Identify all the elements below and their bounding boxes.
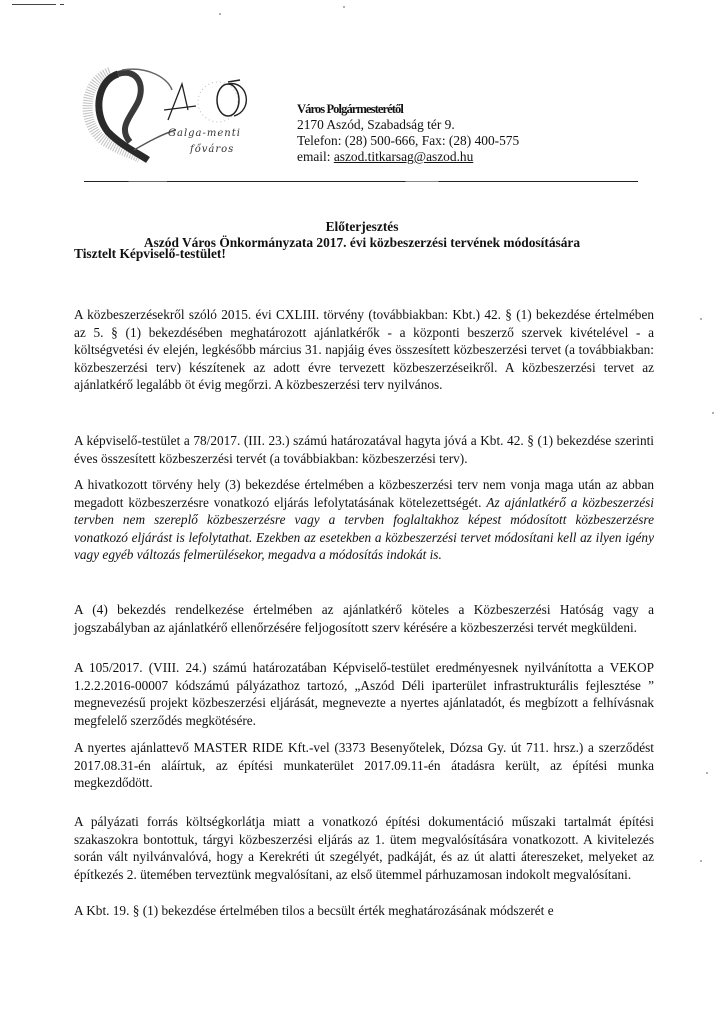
scan-speck [700, 318, 702, 320]
email-label: email: [297, 149, 334, 164]
logo-subtitle-line1: Galga-menti [168, 128, 241, 139]
email-link[interactable]: aszod.titkarsag@aszod.hu [333, 149, 474, 164]
logo-subtitle-line2: főváros [190, 144, 235, 155]
scan-speck [700, 860, 702, 862]
letterhead-divider [84, 181, 638, 182]
office-name: Város Polgármesterétől [297, 102, 403, 116]
paragraph-3-normal: A hivatkozott törvény hely (3) bekezdése értelmében a közbeszerzési terv nem vonja maga után az abban megadott közbeszerzésre vonatkozó eljárás lefolytatásának kötelezettségét. [74, 477, 654, 510]
email-line [297, 149, 519, 165]
paragraph-8: A Kbt. 19. § (1) bekezdése értelmében tilos a becsült érték meghatározásának módszerét e [74, 903, 554, 918]
letterhead-contact [297, 101, 519, 165]
logo-emblem-icon [78, 62, 268, 167]
address: 2170 Aszód, Szabadság tér 9. [297, 117, 455, 132]
paragraph-1: A közbeszerzésekről szóló 2015. évi CXLIII. törvény (továbbiakban: Kbt.) 42. § (1) bekezdése értelmében az 5. § (1) bekezdésében meghatározott ajánlatkérők - a központi beszerző szervek kivételével - a költségvetési év elején, legkésőbb március 31. napjáig éves összesített közbeszerzési tervet (a továbbiakban: közbeszerzési terv) készítenek az adott évre tervezett közbeszerzéseikről. A közbeszerzési tervet az ajánlatkérő legalább öt évig megőrzi. A közbeszerzési terv nyilvános. [74, 307, 654, 393]
paragraph-5: A 105/2017. (VIII. 24.) számú határozatában Képviselő-testület eredményesnek nyilvánította a VEKOP 1.2.2.2016-00007 kódszámú pályázathoz tartozó, „Aszód Déli iparterület infrastrukturális fejlesztése ” megnevezésű projekt közbeszerzési eljárását, megnevezte a nyertes ajánlatadót, és megbízott a felhívásnak megfelelő szerződés megkötésére. [74, 660, 654, 728]
phone-fax: Telefon: (28) 500-666, Fax: (28) 400-575 [297, 133, 520, 148]
document-subtitle: Aszód Város Önkormányzata 2017. évi közbeszerzési tervének módosítására [143, 235, 581, 250]
paragraph-2: A képviselő-testület a 78/2017. (III. 23.) számú határozatával hagyta jóvá a Kbt. 42. § (1) bekezdése szerinti éves összesített közbeszerzési tervét (a továbbiakban: közbeszerzési terv). [74, 433, 654, 466]
paragraph-3-italic: Az ajánlatkérő a közbeszerzési tervben nem szereplő közbeszerzésre vagy a tervben foglaltakhoz képest módosított közbeszerzésre vonatkozó eljárást is lefolytathat. Ezekben az esetekben a közbeszerzési tervet módosítani kell az ilyen igény vagy egyéb változás felmerülésekor, megadva a módosítás indokát is. [74, 494, 654, 563]
paragraph-3 [74, 476, 654, 564]
scan-speck [706, 772, 708, 774]
scan-speck [219, 13, 221, 15]
paragraph-7: A pályázati forrás költségkorlátja miatt a vonatkozó építési dokumentáció műszaki tartalmát építési szakaszokra bontottuk, tárgyi közbeszerzési eljárás az 1. ütem megvalósítására vonatkozott. A kivitelezés során vált nyilvánvalóvá, hogy a Kerekréti út szegélyét, padkáját, és az út alatti átereszeket, melyeket az építkezés 2. ütemében terveztünk megvalósítani, az első ütemmel párhuzamosan indokolt megvalósítani. [74, 814, 654, 882]
salutation: Tisztelt Képviselő-testület! [74, 246, 226, 261]
paragraph-6: A nyertes ajánlattevő MASTER RIDE Kft.-vel (3373 Besenyőtelek, Dózsa Gy. út 711. hrsz.) a szerződést 2017.08.31-én aláírtuk, az építési munkaterület 2017.09.11-én átadásra került, az építési munka megkezdődött. [74, 740, 654, 791]
town-logo [78, 62, 268, 167]
scan-artifact-line [60, 4, 64, 5]
scan-speck [712, 412, 714, 414]
scan-speck [343, 6, 345, 8]
document-title: Előterjesztés [325, 219, 399, 234]
paragraph-4: A (4) bekezdés rendelkezése értelmében az ajánlatkérő köteles a Közbeszerzési Hatóság vagy a jogszabályban az ajánlatkérő ellenőrzésére feljogosított szerv kérésére a közbeszerzési tervét megküldeni. [74, 602, 654, 635]
scan-artifact-line [12, 4, 56, 5]
